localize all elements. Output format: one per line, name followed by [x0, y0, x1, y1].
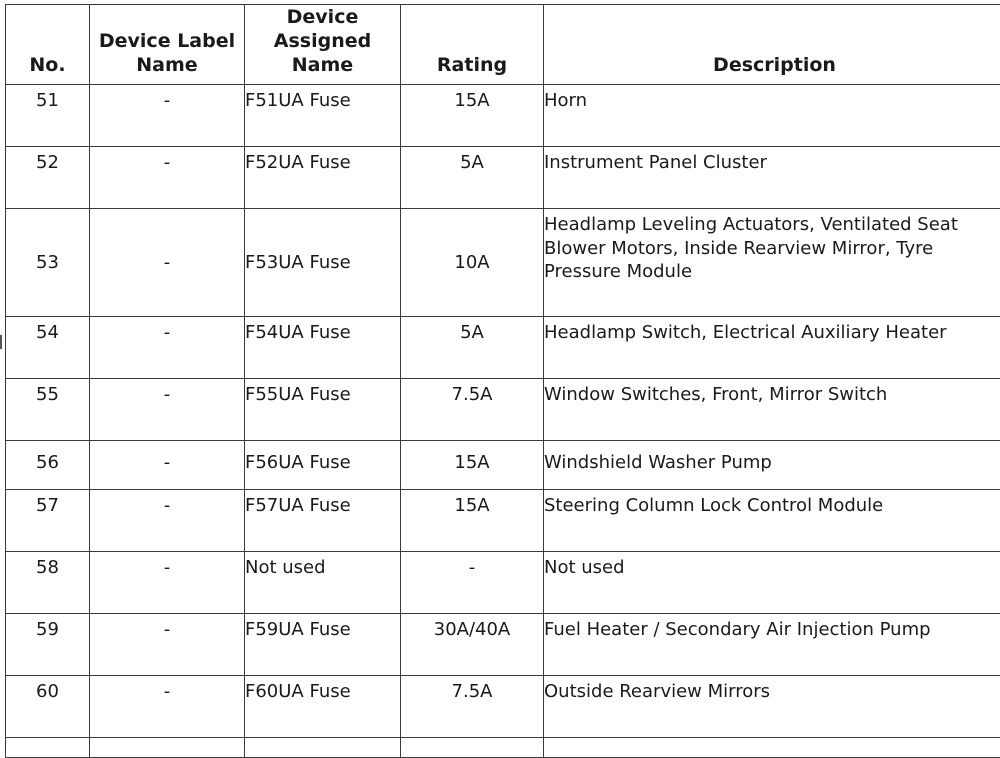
cell-description: Window Switches, Front, Mirror Switch: [544, 379, 1000, 441]
table-header: [6, 5, 1000, 85]
cell-device-label: -: [90, 317, 245, 379]
cell-description: Instrument Panel Cluster: [544, 147, 1000, 209]
cell-description: Windshield Washer Pump: [544, 441, 1000, 490]
table-row: [6, 552, 1000, 614]
header-assigned-line-1: Device: [245, 5, 400, 29]
cell-no: 59: [6, 614, 90, 676]
cell-device-label: -: [90, 209, 245, 317]
cell-rating: 15A: [401, 490, 544, 552]
header-rating: [401, 5, 544, 85]
cell-device-label: -: [90, 441, 245, 490]
cell-rating: -: [401, 552, 544, 614]
cell-rating: 5A: [401, 317, 544, 379]
cell-no: 52: [6, 147, 90, 209]
cell-assigned-name: F52UA Fuse: [245, 147, 401, 209]
cell-assigned-name: F55UA Fuse: [245, 379, 401, 441]
cell-device-label: -: [90, 552, 245, 614]
table-row: [6, 614, 1000, 676]
table-row: [6, 85, 1000, 147]
cell-description: Outside Rearview Mirrors: [544, 676, 1000, 738]
cell-description: Headlamp Leveling Actuators, Ventilated Seat Blower Motors, Inside Rearview Mirror, Tyre Pressure Module: [544, 209, 1000, 317]
header-device-label-name: [90, 5, 245, 85]
cell-assigned-name: F59UA Fuse: [245, 614, 401, 676]
cell-assigned-name: F51UA Fuse: [245, 85, 401, 147]
header-device-assigned-name: [245, 5, 401, 85]
cell-no: 55: [6, 379, 90, 441]
cell-no: 57: [6, 490, 90, 552]
header-assigned-line-3: Name: [245, 53, 400, 77]
cell-device-label: -: [90, 490, 245, 552]
table-row: [6, 676, 1000, 738]
cell-device-label: -: [90, 379, 245, 441]
header-label-line-1: Device Label: [90, 29, 244, 53]
cell-description: Fuel Heater / Secondary Air Injection Pump: [544, 614, 1000, 676]
cell-rating: 15A: [401, 441, 544, 490]
header-assigned-line-2: Assigned: [245, 29, 400, 53]
cell-assigned-name: Not used: [245, 552, 401, 614]
table-row: [6, 441, 1000, 490]
cell-assigned-name: F60UA Fuse: [245, 676, 401, 738]
header-rating-line: Rating: [401, 53, 543, 77]
table-row: [6, 209, 1000, 317]
cell-rating: 5A: [401, 147, 544, 209]
cell-device-label: -: [90, 147, 245, 209]
cell-assigned-name: F53UA Fuse: [245, 209, 401, 317]
cell-rating: 7.5A: [401, 676, 544, 738]
cell-description: Headlamp Switch, Electrical Auxiliary Heater: [544, 317, 1000, 379]
table-row: [6, 490, 1000, 552]
cell-device-label: -: [90, 85, 245, 147]
cell-assigned-name: F56UA Fuse: [245, 441, 401, 490]
cell-assigned-name: F54UA Fuse: [245, 317, 401, 379]
header-no: [6, 5, 90, 85]
cell-rating: 10A: [401, 209, 544, 317]
cell-device-label: -: [90, 614, 245, 676]
header-description: [544, 5, 1000, 85]
header-row: [6, 5, 1000, 85]
cell-no: 56: [6, 441, 90, 490]
cell-rating: 7.5A: [401, 379, 544, 441]
cell-description: Not used: [544, 552, 1000, 614]
cell-description: Steering Column Lock Control Module: [544, 490, 1000, 552]
table-row: [6, 147, 1000, 209]
header-no-line: No.: [6, 53, 89, 77]
fuse-table: [5, 4, 1000, 758]
cell-no: 60: [6, 676, 90, 738]
cell-rating: 30A/40A: [401, 614, 544, 676]
table-body: [6, 85, 1000, 758]
cell-description: Horn: [544, 85, 1000, 147]
cell-no: 54: [6, 317, 90, 379]
cell-assigned-name: F57UA Fuse: [245, 490, 401, 552]
header-label-line-2: Name: [90, 53, 244, 77]
cell-no: 58: [6, 552, 90, 614]
table-row: [6, 317, 1000, 379]
cell-no: 51: [6, 85, 90, 147]
header-description-line: Description: [544, 53, 1000, 77]
cell-device-label: -: [90, 676, 245, 738]
cell-no: 53: [6, 209, 90, 317]
table-row: [6, 379, 1000, 441]
cell-rating: 15A: [401, 85, 544, 147]
